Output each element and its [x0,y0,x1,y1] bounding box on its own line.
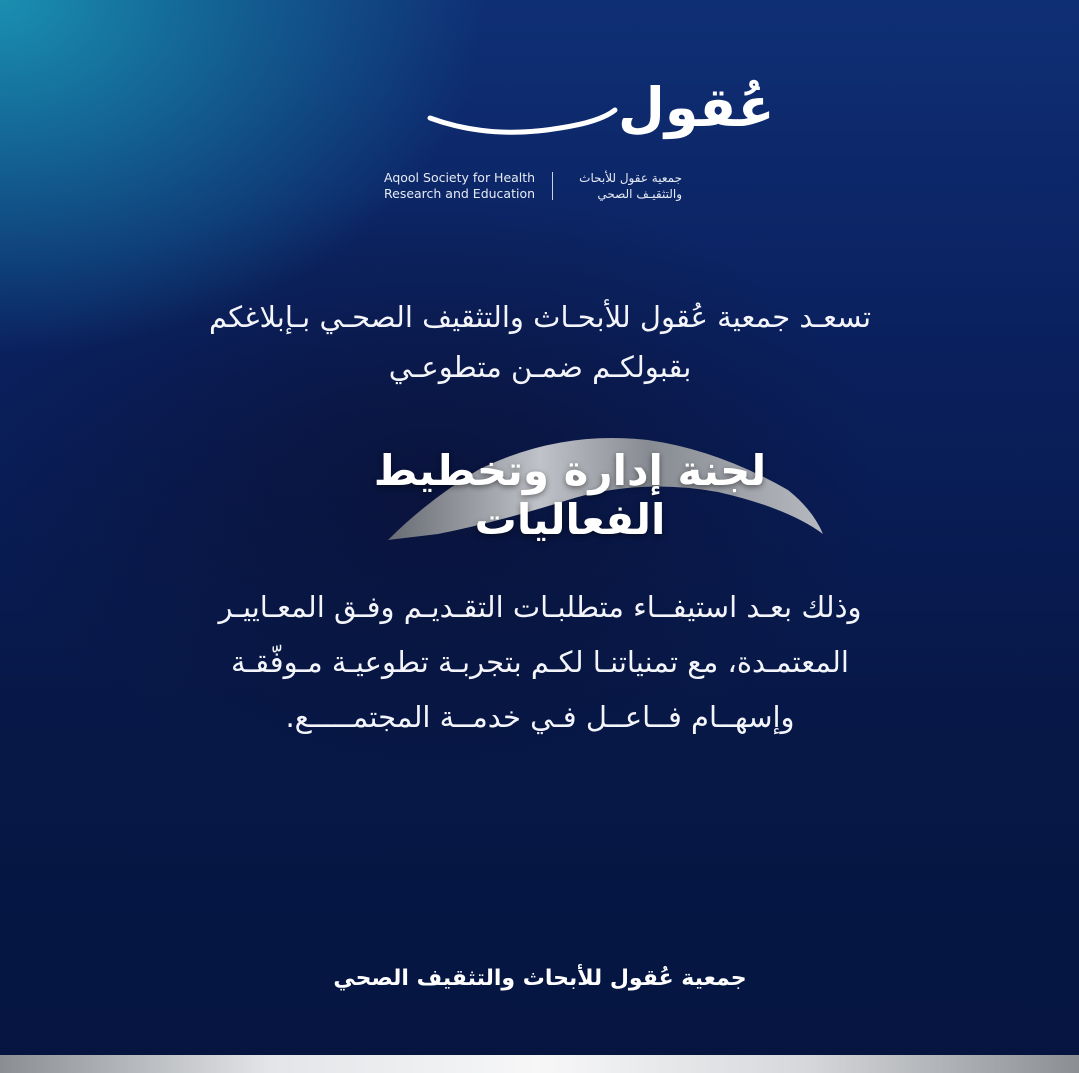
logo-name-en-line2: Research and Education [384,186,536,201]
bottom-silver-bar [0,1055,1079,1073]
logo-name-ar-line2: والتثقيـف الصحي [597,187,682,201]
intro-line-2: بقبولكـم ضمـن متطوعـي [388,350,692,384]
body-line-1: وذلك بعـد استيفــاء متطلبـات التقـديـم وفـق المعـاييـر [218,590,862,624]
intro-paragraph [80,292,1000,392]
logo-name-arabic [562,170,682,202]
logo-wordmark: عُقول [618,76,775,139]
logo-name-ar-line1: جمعية عقول للأبحاث [579,171,682,185]
logo-divider [552,172,553,200]
logo-name-english [384,170,554,202]
committee-name: لجنة إدارة وتخطيط الفعاليات [373,446,767,544]
body-line-2: المعتمـدة، مع تمنياتنـا لكـم بتجربـة تطوعيـة مـوفّقـة [231,645,849,679]
aqool-logo-mark [430,76,775,150]
society-logo [380,76,775,210]
footer-society-name: جمعية عُقول للأبحاث والتثقيف الصحي [333,966,747,991]
body-line-3: وإسهــام فــاعــل فـي خدمــة المجتمـــــع. [285,700,795,734]
intro-line-1: تسعـد جمعية عُقول للأبحـاث والتثقيف الصحـي بـإبلاغكم [208,300,872,334]
logo-name-en-line1: Aqool Society for Health [384,170,536,185]
body-paragraph [80,580,1000,745]
